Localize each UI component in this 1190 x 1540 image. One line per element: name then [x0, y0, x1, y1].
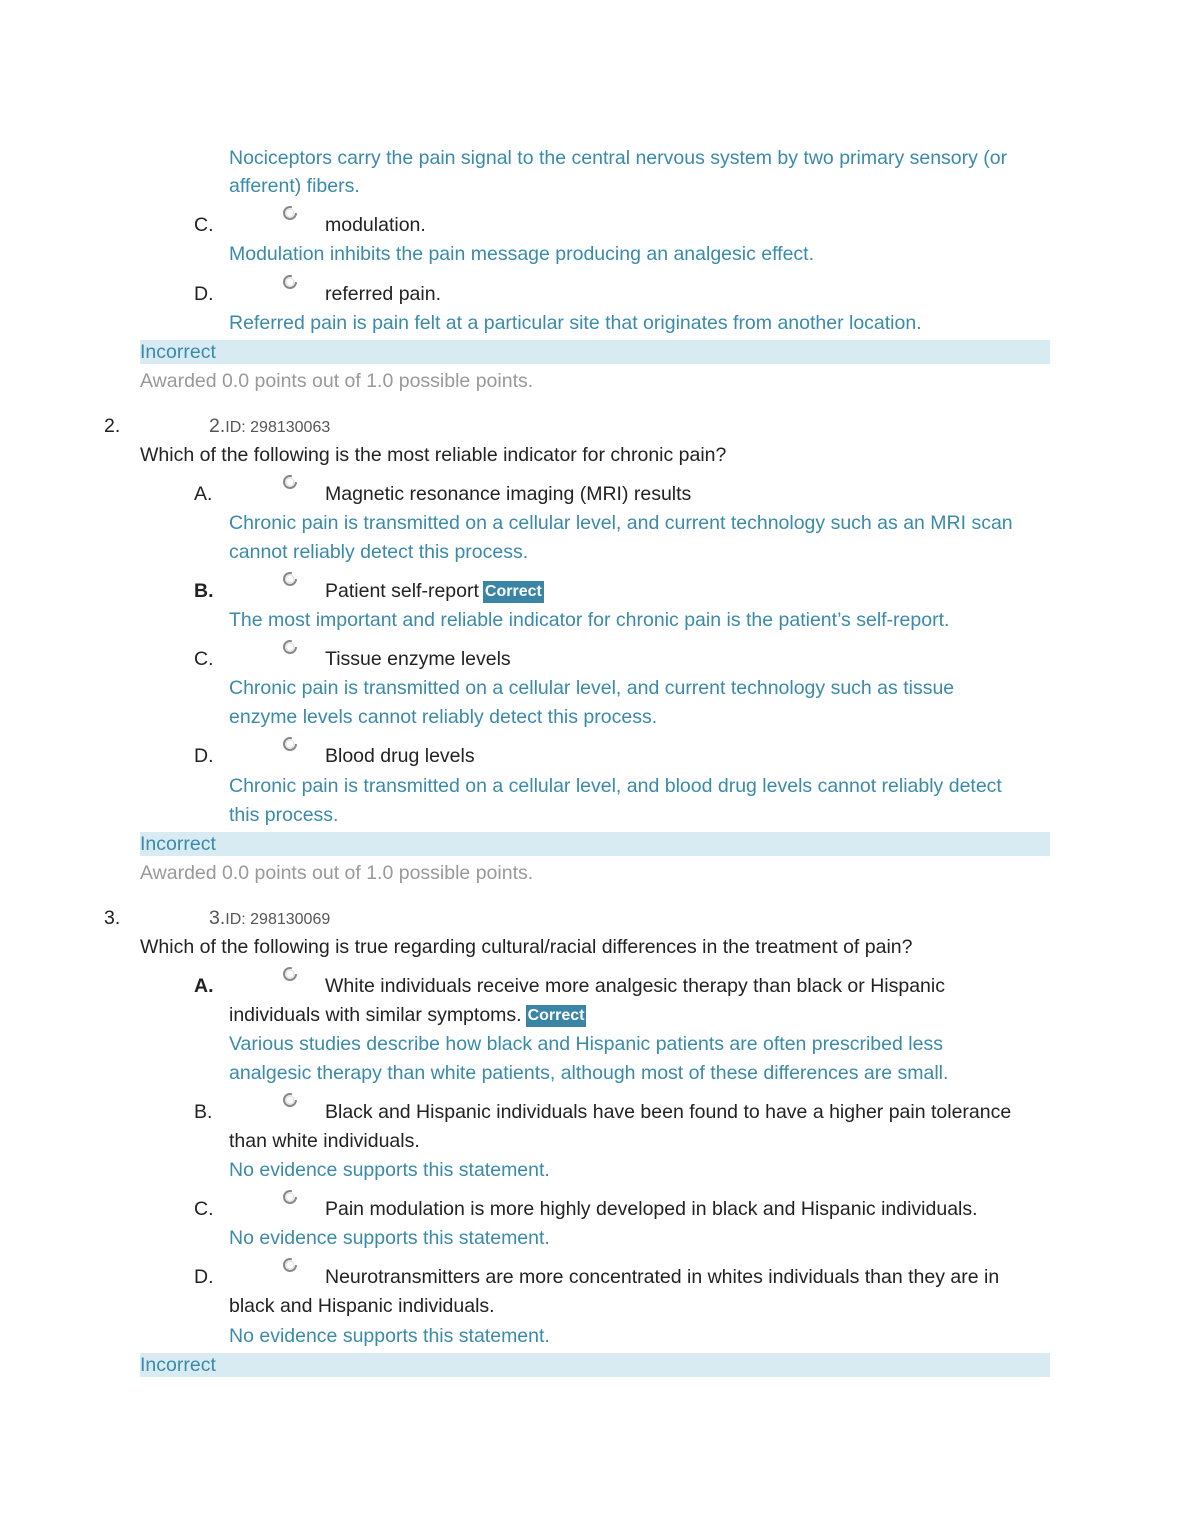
option-letter: A.	[194, 483, 213, 505]
radio-button[interactable]	[282, 1092, 299, 1109]
feedback-text: Chronic pain is transmitted on a cellular level, and current technology such as tissue	[229, 677, 955, 699]
awarded-points: Awarded 0.0 points out of 1.0 possible points.	[140, 370, 534, 392]
option-text: Patient self-report	[325, 580, 479, 602]
question-stem: Which of the following is true regarding cultural/racial differences in the treatment of pain?	[140, 936, 913, 958]
radio-button[interactable]	[282, 274, 299, 291]
option-text: modulation.	[325, 214, 426, 236]
radio-button[interactable]	[282, 966, 299, 983]
result-bar: Incorrect	[140, 340, 1050, 364]
feedback-text: this process.	[229, 804, 339, 826]
question-label-number: 2.	[209, 415, 226, 437]
awarded-points: Awarded 0.0 points out of 1.0 possible points.	[140, 862, 534, 884]
radio-button[interactable]	[282, 474, 299, 491]
question-id-text: ID: 298130069	[225, 911, 331, 928]
option-text: Pain modulation is more highly developed in black and Hispanic individuals.	[325, 1198, 978, 1220]
radio-button[interactable]	[282, 639, 299, 656]
feedback-text: Referred pain is pain felt at a particular site that originates from another location.	[229, 312, 922, 334]
option-text: referred pain.	[325, 283, 441, 305]
result-bar: Incorrect	[140, 832, 1050, 856]
correct-badge: Correct	[483, 581, 544, 603]
question-stem: Which of the following is the most reliable indicator for chronic pain?	[140, 444, 727, 466]
option-text: Black and Hispanic individuals have been found to have a higher pain tolerance	[325, 1101, 1012, 1123]
option-text: than white individuals.	[229, 1130, 420, 1152]
option-letter: C.	[194, 1198, 214, 1220]
feedback-text: No evidence supports this statement.	[229, 1325, 550, 1347]
radio-button[interactable]	[282, 571, 299, 588]
question-label-number: 3.	[209, 907, 226, 929]
option-text: Blood drug levels	[325, 745, 475, 767]
option-letter: D.	[194, 1266, 214, 1288]
radio-button[interactable]	[282, 736, 299, 753]
option-letter: D.	[194, 283, 214, 305]
radio-button[interactable]	[282, 1189, 299, 1206]
option-letter: C.	[194, 648, 214, 670]
feedback-text: cannot reliably detect this process.	[229, 541, 529, 563]
feedback-text: Chronic pain is transmitted on a cellular level, and current technology such as an MRI scan	[229, 512, 1013, 534]
feedback-text: The most important and reliable indicator for chronic pain is the patient’s self-report.	[229, 609, 950, 631]
correct-badge: Correct	[526, 1005, 587, 1027]
option-letter: A.	[194, 975, 214, 997]
radio-button[interactable]	[282, 205, 299, 222]
feedback-text: Chronic pain is transmitted on a cellular level, and blood drug levels cannot reliably detect	[229, 775, 1002, 797]
option-letter: B.	[194, 580, 214, 602]
question-number: 3.	[104, 907, 121, 929]
feedback-text: Various studies describe how black and Hispanic patients are often prescribed less	[229, 1033, 943, 1055]
result-bar: Incorrect	[140, 1353, 1050, 1377]
option-text: Neurotransmitters are more concentrated in whites individuals than they are in	[325, 1266, 1000, 1288]
feedback-text: afferent) fibers.	[229, 175, 360, 197]
question-number: 2.	[104, 415, 121, 437]
feedback-text: analgesic therapy than white patients, although most of these differences are small.	[229, 1062, 949, 1084]
radio-button[interactable]	[282, 1257, 299, 1274]
feedback-text: Nociceptors carry the pain signal to the central nervous system by two primary sensory (or	[229, 147, 1008, 169]
option-text: Tissue enzyme levels	[325, 648, 511, 670]
option-text: White individuals receive more analgesic therapy than black or Hispanic	[325, 975, 945, 997]
option-text: individuals with similar symptoms.	[229, 1004, 522, 1026]
feedback-text: No evidence supports this statement.	[229, 1227, 550, 1249]
feedback-text: No evidence supports this statement.	[229, 1159, 550, 1181]
option-text: black and Hispanic individuals.	[229, 1295, 495, 1317]
feedback-text: enzyme levels cannot reliably detect this process.	[229, 706, 658, 728]
option-letter: B.	[194, 1101, 213, 1123]
option-letter: C.	[194, 214, 214, 236]
feedback-text: Modulation inhibits the pain message producing an analgesic effect.	[229, 243, 815, 265]
question-id-text: ID: 298130063	[225, 419, 331, 436]
question-id	[209, 412, 330, 442]
option-row	[325, 577, 544, 606]
option-letter: D.	[194, 745, 214, 767]
option-text: Magnetic resonance imaging (MRI) results	[325, 483, 692, 505]
option-row	[229, 1001, 586, 1030]
question-id	[209, 904, 330, 934]
